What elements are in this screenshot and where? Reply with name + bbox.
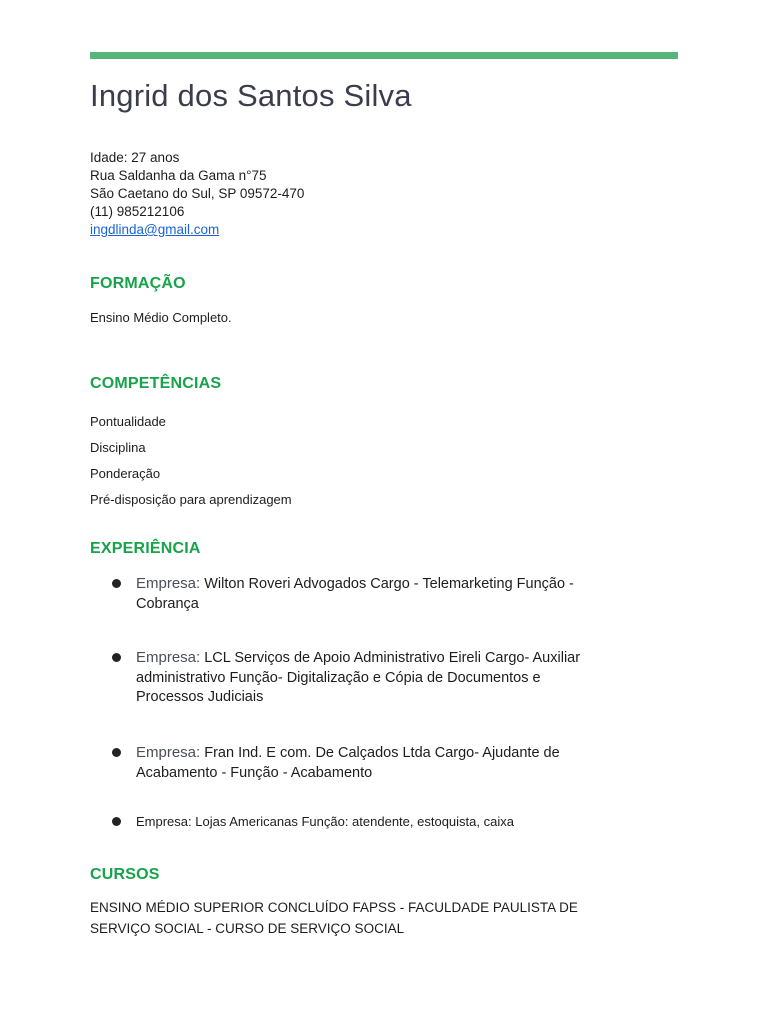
experience-text: LCL Serviços de Apoio Administrativo Eireli Cargo- Auxiliar administrativo Função- Digitalização e Cópia de Documentos e Processos Judiciais (136, 650, 581, 705)
experience-item (112, 743, 582, 783)
bullet-icon (112, 748, 121, 757)
section-title-skills: COMPETÊNCIAS (90, 375, 222, 392)
age-text: Idade: 27 anos (90, 150, 180, 165)
section-title-experience: EXPERIÊNCIA (90, 540, 201, 557)
experience-text: Wilton Roveri Advogados Cargo - Telemarketing Função - Cobrança (136, 576, 574, 612)
contact-block (90, 149, 304, 239)
skills-list (90, 409, 292, 513)
skill-item: Pré-disposição para aprendizagem (90, 492, 292, 507)
experience-label: Empresa: (136, 814, 192, 829)
address-line-2: São Caetano do Sul, SP 09572-470 (90, 186, 305, 201)
experience-label: Empresa: (136, 575, 201, 592)
courses-text: ENSINO MÉDIO SUPERIOR CONCLUÍDO FAPSS - FACULDADE PAULISTA DE SERVIÇO SOCIAL - CURSO DE SERVIÇO SOCIAL (90, 900, 578, 936)
address-line-1: Rua Saldanha da Gama n°75 (90, 168, 267, 183)
experience-item (112, 812, 582, 832)
education-text: Ensino Médio Completo. (90, 310, 232, 325)
email-link[interactable]: ingdlinda@gmail.com (90, 222, 220, 237)
bullet-icon (112, 653, 121, 662)
header-accent-bar (90, 52, 678, 59)
skill-item: Pontualidade (90, 414, 166, 429)
skill-item: Disciplina (90, 440, 146, 455)
section-title-courses: CURSOS (90, 866, 160, 883)
skill-item: Ponderação (90, 466, 161, 481)
experience-text: Lojas Americanas Função: atendente, estoquista, caixa (191, 814, 514, 829)
candidate-name: Ingrid dos Santos Silva (90, 78, 412, 113)
experience-label: Empresa: (136, 744, 201, 761)
experience-label: Empresa: (136, 649, 201, 666)
bullet-icon (112, 579, 121, 588)
experience-item (112, 648, 582, 708)
section-title-education: FORMAÇÃO (90, 275, 186, 292)
phone-text: (11) 985212106 (90, 204, 185, 219)
experience-item (112, 574, 582, 614)
bullet-icon (112, 817, 121, 826)
experience-text: Fran Ind. E com. De Calçados Ltda Cargo- Ajudante de Acabamento - Função - Acabamento (136, 745, 560, 781)
